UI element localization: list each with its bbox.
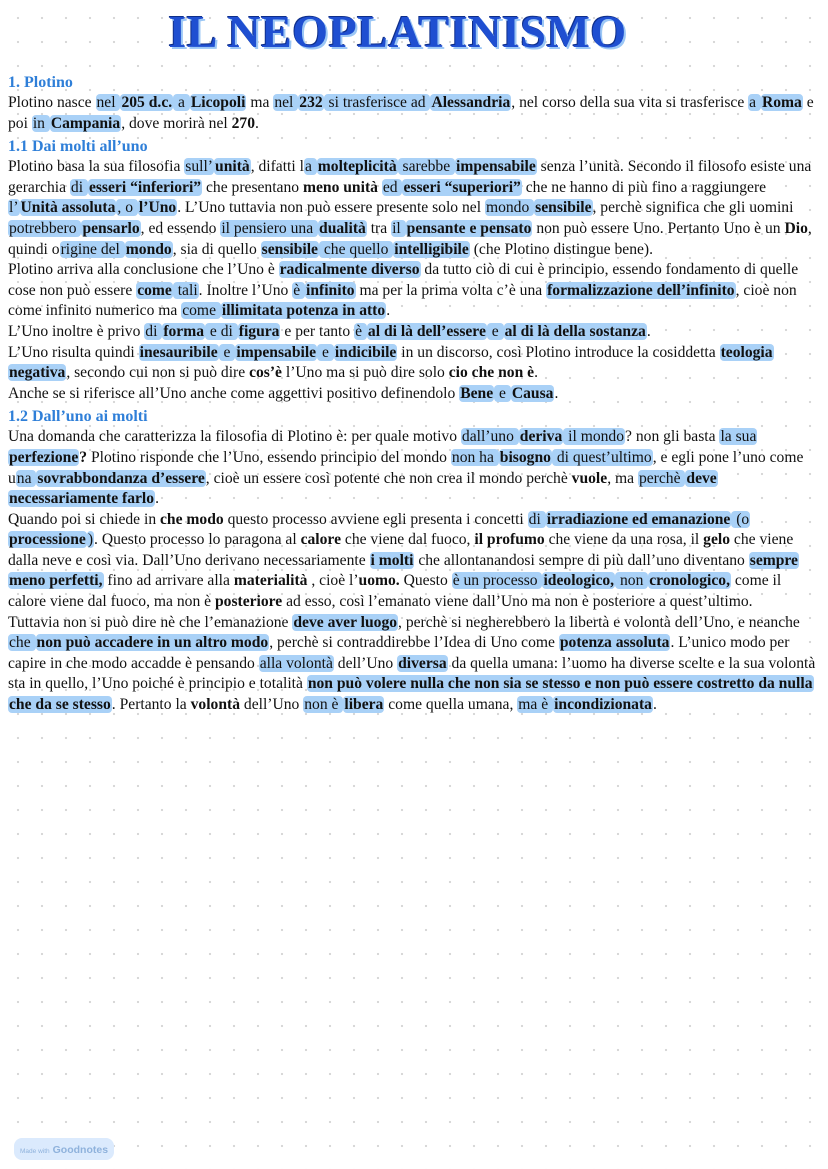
badge-brand: Goodnotes <box>52 1144 109 1156</box>
highlighted-text: e <box>219 343 235 361</box>
highlighted-text: ed <box>382 178 402 196</box>
text-run: , perchè si contraddirebbe l’Idea di Uno come <box>269 634 559 652</box>
highlighted-text: unità <box>215 158 250 176</box>
highlighted-text: come <box>182 302 220 320</box>
highlighted-text: che quello <box>319 240 393 258</box>
highlighted-text: teologia negativa <box>9 343 773 382</box>
bold-text: uomo. <box>358 572 400 590</box>
text-run: . <box>646 322 651 340</box>
highlighted-text: sull’ <box>185 158 214 176</box>
highlighted-text: e <box>495 384 510 402</box>
highlighted-text: e <box>318 343 333 361</box>
text-run: che allontanandosi sempre di più dall’uno diventano <box>414 551 749 569</box>
highlighted-text: di <box>70 178 87 196</box>
highlighted-text: esseri “superiori” <box>403 178 521 196</box>
paragraph <box>8 260 816 322</box>
text-run: in un discorso, così Plotino introduce la cosiddetta <box>397 343 720 361</box>
page-title: IL NEOPLATINISMO <box>168 6 627 57</box>
text-run: questo processo avviene egli presenta i concetti <box>223 510 528 528</box>
text-run: Plotino nasce <box>8 94 96 111</box>
text-run: non può essere Uno. Pertanto Uno è un <box>532 219 785 237</box>
highlighted-text: sensibile <box>535 199 592 217</box>
text-run: , difatti l <box>250 158 304 176</box>
text-run: Plotino arriva alla conclusione che l’Uno è <box>8 261 279 279</box>
goodnotes-badge <box>14 1138 114 1160</box>
highlighted-text: potrebbero <box>9 219 81 237</box>
text-run: . Pertanto la <box>111 696 191 714</box>
paragraph <box>8 157 816 260</box>
bold-text: materialità <box>233 572 308 590</box>
highlighted-text: al di là dell’essere <box>367 322 486 340</box>
highlighted-text: non può volere nulla che non sia se stesso e non può essere costretto da nulla che da se stesso <box>9 675 813 714</box>
highlighted-text: Roma <box>761 94 802 111</box>
text-run: Questo <box>399 572 452 590</box>
highlighted-text: perfezione <box>9 448 79 466</box>
highlighted-text: ideologico, <box>543 572 615 590</box>
highlighted-text: a <box>304 158 316 176</box>
highlighted-text: al di là della sostanza <box>504 322 646 340</box>
highlighted-text: non <box>616 572 648 590</box>
text-run: , e egli pone l’uno come u <box>8 448 804 487</box>
highlighted-text: intelligibile <box>394 240 469 258</box>
highlighted-text: pensante e pensato <box>406 219 532 237</box>
highlighted-text: deriva <box>519 428 563 446</box>
highlighted-text: non ha <box>451 448 498 466</box>
text-run: (che Plotino distingue bene). <box>469 240 654 258</box>
text-run: , secondo cui non si può dire <box>66 364 250 382</box>
highlighted-text: sempre meno perfetti, <box>9 551 798 590</box>
paragraph <box>8 343 816 384</box>
highlighted-text: e di <box>206 322 237 340</box>
section-dall-uno-ai-molti <box>8 406 816 715</box>
text-run: . <box>534 364 538 382</box>
highlighted-text: perchè <box>638 469 685 487</box>
text-run: . L’Uno tuttavia non può essere presente solo nel <box>177 199 485 217</box>
highlighted-text: mondo <box>125 240 172 258</box>
highlighted-text: incondizionata <box>554 696 652 714</box>
text-run: dell’Uno <box>333 654 398 672</box>
highlighted-text: indicibile <box>334 343 397 361</box>
highlighted-text: dualità <box>319 219 366 237</box>
bold-text: il profumo <box>474 531 545 549</box>
text-run: , quindi o <box>8 219 812 258</box>
text-run: l’Uno ma si può dire solo <box>281 364 449 382</box>
highlighted-text: Alessandria <box>431 94 511 111</box>
highlighted-text: infinito <box>306 281 355 299</box>
highlighted-text: inesauribile <box>139 343 218 361</box>
highlighted-text: a <box>749 94 760 111</box>
bold-text: che modo <box>160 510 224 528</box>
bold-text: cio che non è <box>448 364 535 382</box>
text-run: . <box>652 696 657 714</box>
text-run: e per tanto <box>280 322 355 340</box>
text-run: e poi <box>8 94 814 132</box>
highlighted-text: irradiazione ed emanazione <box>546 510 731 528</box>
text-run: . <box>386 302 391 320</box>
highlighted-text: la sua <box>720 428 757 446</box>
paragraph <box>8 93 816 134</box>
paragraph <box>8 322 816 343</box>
highlighted-text: esseri “inferiori” <box>88 178 202 196</box>
highlighted-text: Licopoli <box>190 94 246 111</box>
text-run: Una domanda che caratterizza la filosofia di Plotino è: per quale motivo <box>8 428 461 446</box>
highlighted-text: come <box>137 281 172 299</box>
badge-made-with: Made with <box>20 1148 50 1155</box>
text-run: . <box>554 384 559 402</box>
highlighted-text: dall’uno <box>461 428 518 446</box>
highlighted-text: na <box>16 469 36 487</box>
bold-text: volontà <box>190 696 241 714</box>
highlighted-text: è <box>293 281 305 299</box>
highlighted-text: Unità assoluta <box>20 199 116 217</box>
highlighted-text: (o <box>732 510 750 528</box>
bold-text: posteriore <box>214 593 283 611</box>
text-run: che viene dal fuoco, <box>341 531 475 549</box>
text-run: come il calore viene dal fuoco, ma non è <box>8 572 782 611</box>
highlighted-text: radicalmente diverso <box>279 261 420 279</box>
highlighted-text: potenza assoluta <box>559 634 670 652</box>
section-body <box>8 427 816 715</box>
text-run: Anche se si riferisce all’Uno anche come aggettivi positivo definendolo <box>8 384 460 402</box>
highlighted-text: sarebbe <box>398 158 455 176</box>
section-body <box>8 93 816 134</box>
text-run: . <box>155 490 159 508</box>
text-run: fino ad arrivare alla <box>103 572 234 590</box>
notes-content <box>8 72 816 716</box>
section-heading: 1. Plotino <box>8 74 73 91</box>
highlighted-text: formalizzazione dell’infinito <box>547 281 735 299</box>
highlighted-text: alla volontà <box>259 654 333 672</box>
section-heading: 1.1 Dai molti all’uno <box>8 138 148 156</box>
text-run: . <box>255 114 259 132</box>
highlighted-text: che <box>9 634 35 652</box>
highlighted-text: pensarlo <box>82 219 140 237</box>
section-plotino <box>8 72 816 134</box>
section-dai-molti-all-uno <box>8 136 816 404</box>
highlighted-text: libera <box>344 696 384 714</box>
highlighted-text: sensibile <box>261 240 318 258</box>
paragraph <box>8 510 816 613</box>
highlighted-text: in <box>32 114 49 132</box>
bold-text: calore <box>300 531 341 549</box>
text-run: , cioè l’ <box>307 572 359 590</box>
text-run: come quella umana, <box>384 696 518 714</box>
text-run: ma per la prima volta c’è una <box>355 281 547 299</box>
highlighted-text: figura <box>238 322 280 340</box>
highlighted-text: diversa <box>398 654 447 672</box>
highlighted-text: molteplicità <box>317 158 397 176</box>
highlighted-text: tali <box>173 281 198 299</box>
text-run: ma <box>246 94 274 111</box>
text-run: che viene dalla neve e così via. Dall’Uno derivano necessariamente <box>8 531 794 569</box>
text-run: , cioè non come infinito numerico ma <box>8 281 797 320</box>
highlighted-text: il <box>392 219 405 237</box>
highlighted-text: 205 d.c. <box>121 94 173 111</box>
highlighted-text: di quest’ultimo <box>552 448 652 466</box>
highlighted-text: mondo <box>485 199 534 217</box>
bold-text: Dio <box>784 219 808 237</box>
section-heading: 1.2 Dall’uno ai molti <box>8 408 148 426</box>
highlighted-text: l’Uno <box>138 199 177 217</box>
highlighted-text: a <box>174 94 189 111</box>
text-run: tra <box>366 219 392 237</box>
highlighted-text: è un processo <box>452 572 542 590</box>
highlighted-text: di <box>145 322 162 340</box>
highlighted-text: sovrabbondanza d’essere <box>37 469 205 487</box>
highlighted-text: deve aver luogo <box>293 613 398 631</box>
text-run: Quando poi si chiede in <box>8 510 161 528</box>
text-run: Plotino basa la sua filosofia <box>8 158 185 176</box>
text-run: da quella umana: l’uomo ha diverse scelte e la sua volontà sta in quello, l’Uno poiché è principio e totalità <box>8 654 816 693</box>
highlighted-text: si trasferisce ad <box>324 94 430 111</box>
highlighted-text: 232 <box>299 94 323 111</box>
highlighted-text: è <box>355 322 366 340</box>
highlighted-text: , o <box>117 199 137 217</box>
section-body <box>8 157 816 404</box>
highlighted-text: illimitata potenza in atto <box>221 302 386 320</box>
highlighted-text: nel <box>274 94 298 111</box>
text-run: , cioè un essere così potente che non crea il mondo perchè <box>205 469 572 487</box>
highlighted-text: impensabile <box>236 343 317 361</box>
text-run: Tuttavia non si può dire nè che l’emanazione <box>8 613 293 631</box>
highlighted-text: Bene <box>460 384 494 402</box>
text-run: da tutto ciò di cui è principio, essendo fondamento di quelle cose non può essere <box>8 261 799 299</box>
text-run: che ne hanno di più fino a raggiungere <box>521 178 767 196</box>
text-run: , sia di quello <box>172 240 261 258</box>
text-run: , nel corso della sua vita si trasferisce <box>511 94 749 111</box>
text-run: ? non gli basta <box>625 428 720 446</box>
text-run: , ed essendo <box>140 219 221 237</box>
text-run: dell’Uno <box>240 696 304 714</box>
highlighted-text: forma <box>163 322 205 340</box>
highlighted-text: e <box>487 322 503 340</box>
text-run: ad esso, così l’emanato viene dall’Uno ma non è posteriore a quest’ultimo. <box>282 593 753 611</box>
text-run: senza l’unità. Secondo il filosofo esiste una gerarchia <box>8 158 812 196</box>
text-run: Plotino risponde che l’Uno, essendo principio del mondo <box>87 448 451 466</box>
highlighted-text: nel <box>96 94 120 111</box>
paragraph <box>8 384 816 405</box>
highlighted-text: impensabile <box>456 158 536 176</box>
text-run: che presentano <box>202 178 303 196</box>
paragraph <box>8 427 816 509</box>
text-run: L’Uno risulta quindi <box>8 343 139 361</box>
bold-text: meno unità <box>302 178 378 196</box>
highlighted-text: di <box>528 510 545 528</box>
text-run: . Questo processo lo paragona al <box>94 531 301 549</box>
highlighted-text: cronologico, <box>649 572 730 590</box>
highlighted-text: l’ <box>9 199 19 217</box>
highlighted-text: i molti <box>370 551 414 569</box>
highlighted-text: Campania <box>50 114 121 132</box>
text-run: , perchè si negherebbero la libertà e volontà dell’Uno, e neanche <box>398 613 800 631</box>
paragraph <box>8 613 816 716</box>
highlighted-text: il mondo <box>564 428 625 446</box>
highlighted-text: rigine del <box>60 240 124 258</box>
bold-text: ? <box>79 448 88 466</box>
bold-text: vuole <box>571 469 608 487</box>
text-run: che viene da una rosa, il <box>544 531 704 549</box>
highlighted-text: ) <box>87 531 94 549</box>
highlighted-text: deve necessariamente farlo <box>9 469 717 508</box>
highlighted-text: bisogno <box>499 448 551 466</box>
text-run: , ma <box>607 469 638 487</box>
bold-text: 270 <box>231 114 255 132</box>
text-run: , perchè significa che gli uomini <box>592 199 794 217</box>
highlighted-text: Causa <box>511 384 554 402</box>
highlighted-text: non può accadere in un altro modo <box>36 634 269 652</box>
highlighted-text: il pensiero una <box>221 219 318 237</box>
bold-text: cos’è <box>249 364 282 382</box>
text-run: L’Uno inoltre è privo <box>8 322 145 340</box>
highlighted-text: ma è <box>518 696 553 714</box>
text-run: . Inoltre l’Uno <box>198 281 293 299</box>
text-run: . L’unico modo per capire in che modo accadde è pensando <box>8 634 790 672</box>
highlighted-text: processione <box>9 531 86 549</box>
bold-text: gelo <box>703 531 731 549</box>
highlighted-text: non è <box>304 696 343 714</box>
text-run: , dove morirà nel <box>121 114 232 132</box>
